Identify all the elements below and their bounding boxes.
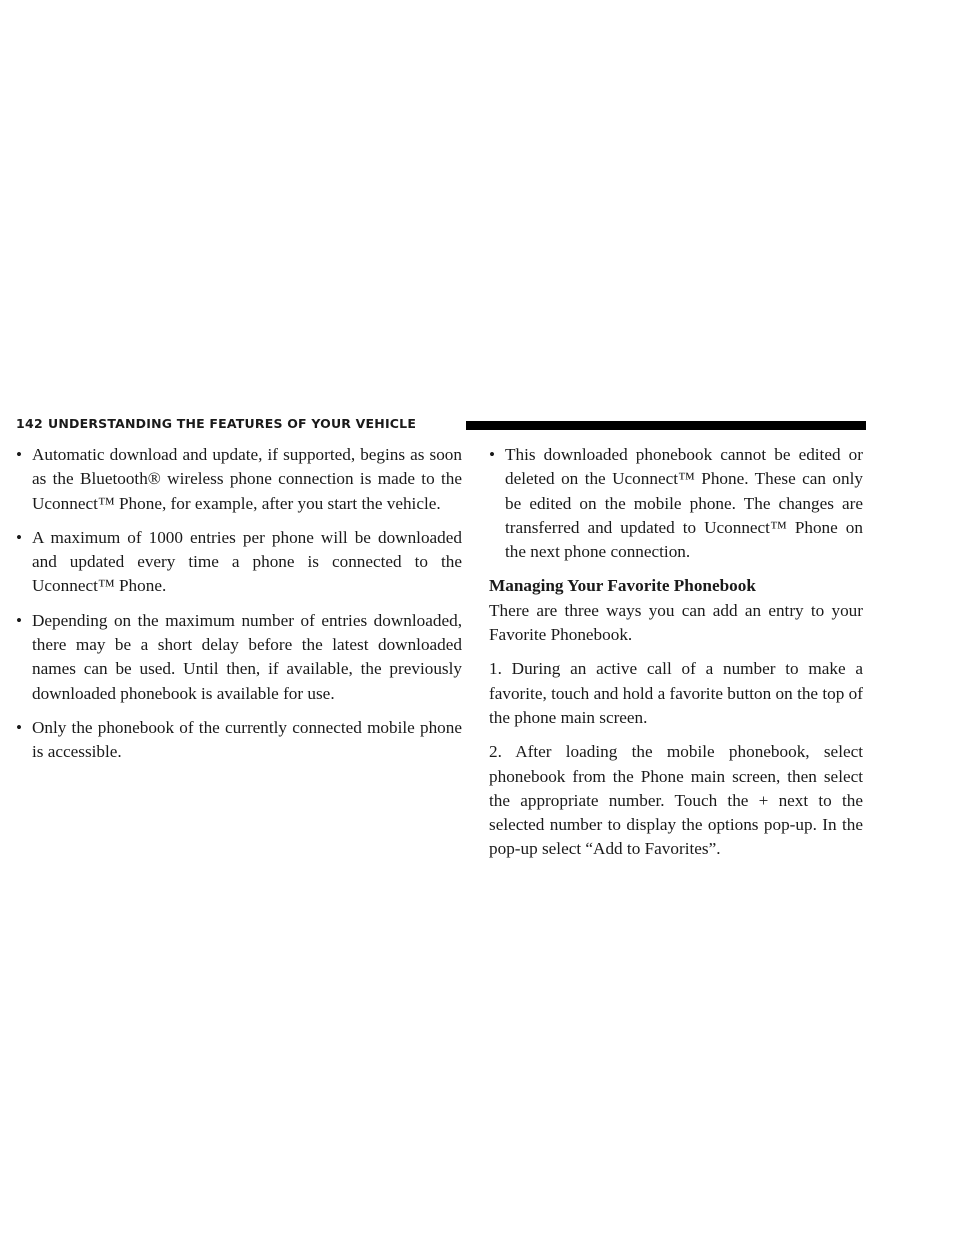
list-item: [16, 716, 462, 765]
bullet-icon: •: [16, 445, 23, 464]
bullet-icon: •: [489, 445, 496, 464]
right-column: [489, 443, 863, 872]
header-rule: [466, 421, 866, 430]
step-paragraph: 1. During an active call of a number to make a favorite, touch and hold a favorite button on the top of the phone main screen.: [489, 659, 863, 727]
list-item: [16, 526, 462, 599]
page-header: [0, 416, 866, 432]
list-item-text: A maximum of 1000 entries per phone will be downloaded and updated every time a phone is connected to the Uconnect™ Phone.: [32, 527, 462, 596]
section-title: UNDERSTANDING THE FEATURES OF YOUR VEHICLE: [48, 416, 417, 431]
list-item-text: Depending on the maximum number of entries downloaded, there may be a short delay before the latest downloaded names can be used. Until then, if available, the previously downloaded phonebook is available for use.: [32, 610, 462, 703]
list-item: [16, 443, 462, 516]
list-item: [489, 443, 863, 564]
bullet-icon: •: [16, 527, 23, 547]
bullet-icon: •: [16, 610, 23, 630]
intro-paragraph: There are three ways you can add an entry to your Favorite Phonebook.: [489, 600, 863, 645]
list-item: [16, 609, 462, 706]
page-number: 142: [16, 416, 43, 431]
left-column: [16, 443, 462, 775]
step-paragraph: 2. After loading the mobile phonebook, select phonebook from the Phone main screen, then select the appropriate number. Touch the + next to the selected number to display the options pop-up. In the pop-up select “Add to Favorites”.: [489, 742, 863, 859]
list-item-text: Automatic download and update, if supported, begins as soon as the Bluetooth® wireless phone connection is made to the Uconnect™ Phone, for example, after you start the vehicle.: [32, 445, 462, 513]
list-item-text: Only the phonebook of the currently connected mobile phone is accessible.: [32, 717, 462, 762]
section-subheading: Managing Your Favorite Phonebook: [489, 576, 756, 596]
list-item-text: This downloaded phonebook cannot be edited or deleted on the Uconnect™ Phone. These can only be edited on the mobile phone. The changes are transferred and updated to Uconnect™ Phone on the next phone connection.: [505, 445, 863, 562]
bullet-icon: •: [16, 717, 23, 737]
